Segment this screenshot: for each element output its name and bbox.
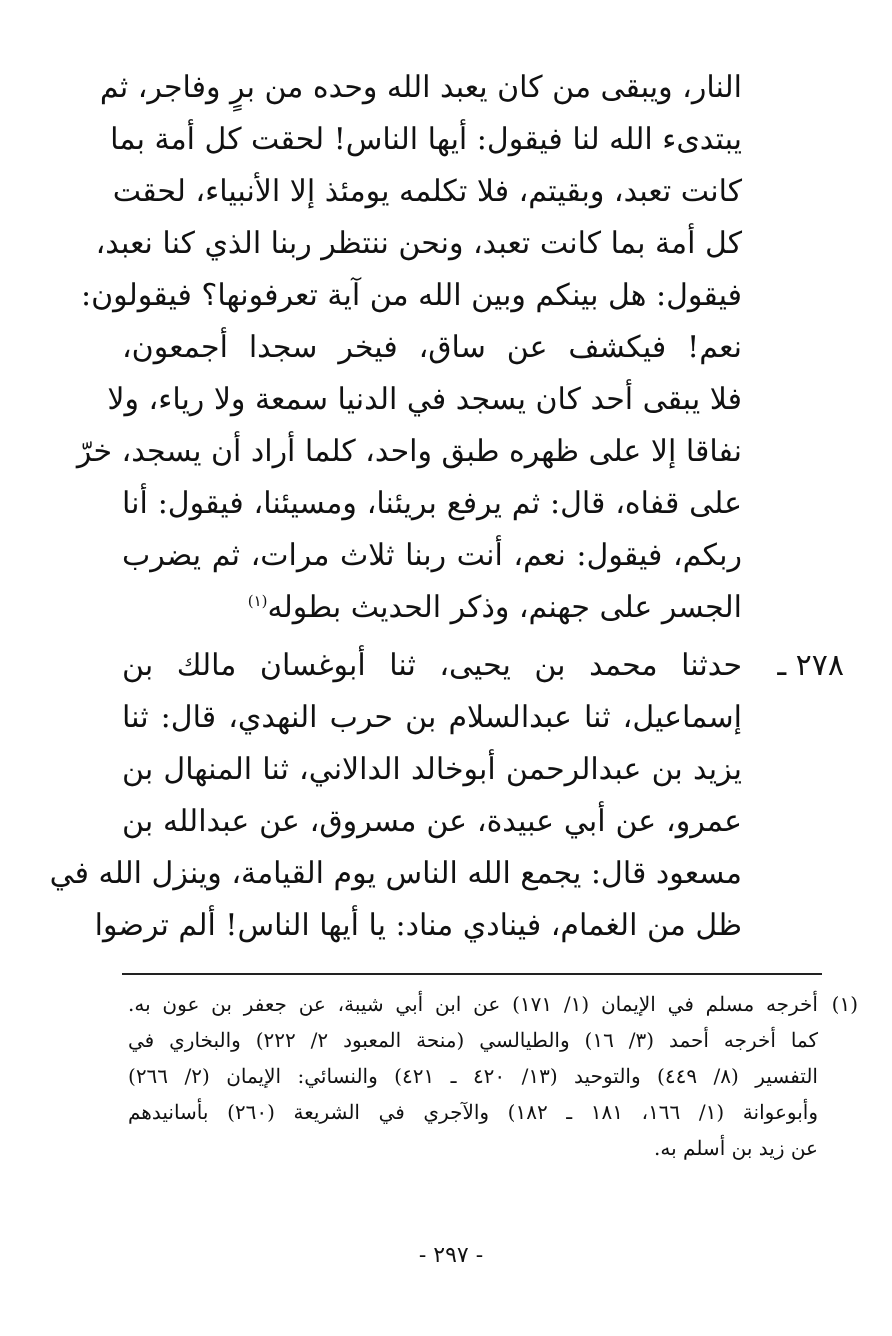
body-text-line: على قفاه، قال: ثم يرفع بريئنا، ومسيئنا، فيقول: أنا	[122, 486, 742, 521]
footnote-number: (١)	[831, 992, 858, 1016]
footnote-reference: (١)	[247, 592, 268, 610]
footnote-line: كما أخرجه أحمد (٣/ ١٦) والطيالسي (منحة المعبود ٢/ ٢٢٢) والبخاري في	[128, 1028, 818, 1052]
body-text-line: ربكم، فيقول: نعم، أنت ربنا ثلاث مرات، ثم يضرب	[122, 538, 742, 573]
footnote-line: أخرجه مسلم في الإيمان (١/ ١٧١) عن ابن أبي شيبة، عن جعفر بن عون به.	[128, 992, 818, 1016]
hadith-text-line: يزيد بن عبدالرحمن أبوخالد الدالاني، ثنا المنهال بن	[122, 752, 742, 787]
footnote-line: وأبوعوانة (١/ ١٦٦، ١٨١ ـ ١٨٢) والآجري في الشريعة (٢٦٠) بأسانيدهم	[128, 1100, 819, 1124]
hadith-text-line: حدثنا محمد بن يحيى، ثنا أبوغسان مالك بن	[122, 648, 742, 683]
hadith-text-line: عمرو، عن أبي عبيدة، عن مسروق، عن عبدالله بن	[122, 804, 742, 839]
footnote-line: التفسير (٨/ ٤٤٩) والتوحيد (١٣/ ٤٢٠ ـ ٤٢١) والنسائي: الإيمان (٢/ ٢٦٦)	[128, 1064, 818, 1088]
hadith-number: ٢٧٨ ـ	[777, 648, 844, 683]
hadith-text-line: إسماعيل، ثنا عبدالسلام بن حرب النهدي، قال: ثنا	[122, 700, 742, 735]
body-text-line: نفاقا إلا على ظهره طبق واحد، كلما أراد أن يسجد، خرّ	[76, 434, 742, 469]
body-text-line: النار، ويبقى من كان يعبد الله وحده من برٍ وفاجر، ثم	[99, 70, 742, 105]
body-text-line: الجسر على جهنم، وذكر الحديث بطوله	[267, 590, 742, 625]
page-number: - ٢٩٧ -	[418, 1243, 484, 1268]
footnote-divider	[122, 973, 822, 975]
hadith-text-line: مسعود قال: يجمع الله الناس يوم القيامة، وينزل الله في	[49, 856, 742, 891]
body-text-line: يبتدىء الله لنا فيقول: أيها الناس! لحقت كل أمة بما	[110, 122, 742, 157]
footnote-line: عن زيد بن أسلم به.	[654, 1136, 818, 1160]
body-text-line: كل أمة بما كانت تعبد، ونحن ننتظر ربنا الذي كنا نعبد،	[95, 226, 742, 261]
body-text-line: فيقول: هل بينكم وبين الله من آية تعرفونها؟ فيقولون:	[81, 278, 742, 313]
body-text-line: كانت تعبد، وبقيتم، فلا تكلمه يومئذ إلا الأنبياء، لحقت	[112, 174, 742, 209]
body-text-last-line	[122, 582, 742, 634]
body-text-line: فلا يبقى أحد كان يسجد في الدنيا سمعة ولا رياء، ولا	[107, 382, 742, 417]
hadith-text-line: ظل من الغمام، فينادي مناد: يا أيها الناس! ألم ترضوا	[94, 908, 742, 943]
body-text-line: نعم! فيكشف عن ساق، فيخر سجدا أجمعون،	[122, 330, 742, 365]
